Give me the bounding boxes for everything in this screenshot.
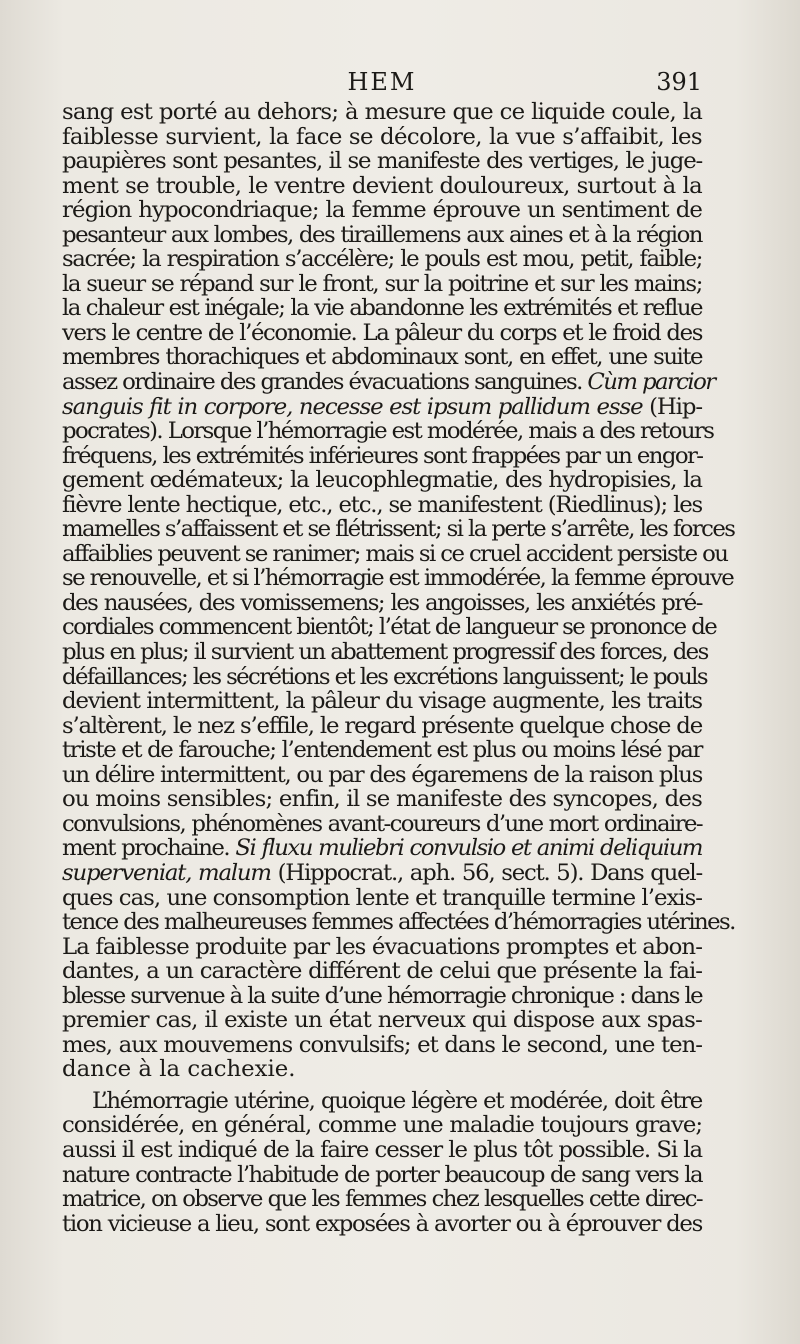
- text-line: La faiblesse produite par les évacuations promptes et abon-: [62, 933, 702, 960]
- text-line: tion vicieuse a lieu, sont exposées à avorter ou à éprouver des: [62, 1210, 702, 1237]
- text-line: aussi il est indiqué de la faire cesser le plus tôt possible. Si la: [62, 1136, 702, 1163]
- text-line: considérée, en général, comme une maladie toujours grave;: [62, 1112, 702, 1139]
- page-number: 391: [656, 68, 702, 96]
- text-line: cordiales commencent bientôt; l’état de langueur se prononce de: [62, 614, 717, 641]
- text-line: tence des malheureuses femmes affectées d’hémorragies utérines.: [62, 909, 735, 936]
- text-line: mes, aux mouvemens convulsifs; et dans le second, une ten-: [62, 1031, 702, 1058]
- text-line: pesanteur aux lombes, des tiraillemens aux aines et à la région: [62, 221, 702, 248]
- text-line: matrice, on observe que les femmes chez lesquelles cette direc-: [62, 1186, 702, 1213]
- text-line: L’hémorragie utérine, quoique légère et modérée, doit être: [92, 1087, 702, 1114]
- text-line: faiblesse survient, la face se décolore, la vue s’affaibit, les: [62, 123, 702, 150]
- text-line: dantes, a un caractère différent de celui que présente la fai-: [62, 958, 702, 985]
- text-line: s’altèrent, le nez s’effile, le regard présente quelque chose de: [62, 712, 702, 739]
- text-line: triste et de farouche; l’entendement est plus ou moins lésé par: [62, 737, 702, 764]
- text-line: pocrates). Lorsque l’hémorragie est modérée, mais a des retours: [62, 418, 714, 445]
- text-line: sang est porté au dehors; à mesure que ce liquide coule, la: [62, 99, 702, 125]
- text-line: membres thorachiques et abdominaux sont, en effet, une suite: [62, 344, 702, 371]
- text-run: (Hip-: [649, 393, 702, 420]
- text-line: devient intermittent, la pâleur du visage augmente, les traits: [62, 688, 702, 715]
- text-line: ou moins sensibles; enfin, il se manifeste des syncopes, des: [62, 786, 702, 813]
- text-line: se renouvelle, et si l’hémorragie est immodérée, la femme éprouve: [62, 565, 734, 592]
- text-line: défaillances; les sécrétions et les excrétions languissent; le pouls: [62, 663, 707, 690]
- text-line: des nausées, des vomissemens; les angoisses, les anxiétés pré-: [62, 589, 702, 616]
- text-line: [62, 369, 715, 396]
- text-line: affaiblies peuvent se ranimer; mais si ce cruel accident persiste ou: [62, 540, 728, 567]
- text-line: ment se trouble, le ventre devient douloureux, surtout à la: [62, 172, 702, 199]
- text-line: paupières sont pesantes, il se manifeste des vertiges, le juge-: [62, 148, 702, 175]
- latin-quotation: sanguis fit in corpore, necesse est ipsum pallidum esse: [62, 393, 643, 420]
- text-line: dance à la cachexie.: [62, 1056, 296, 1083]
- latin-quotation: Si fluxu muliebri convulsio et animi deliquium: [235, 835, 703, 862]
- text-run: assez ordinaire des grandes évacuations sanguines.: [62, 369, 582, 396]
- text-run: ment prochaine.: [62, 835, 230, 862]
- text-line: fièvre lente hectique, etc., etc., se manifestent (Riedlinus); les: [62, 491, 702, 518]
- text-line: [62, 861, 702, 886]
- latin-quotation: Cùm parcior: [587, 369, 715, 396]
- running-head: HEM: [347, 68, 417, 96]
- text-line: la sueur se répand sur le front, sur la poitrine et sur les mains;: [62, 270, 702, 297]
- body-text: [62, 99, 735, 1237]
- text-line: blesse survenue à la suite d’une hémorragie chronique : dans le: [62, 982, 703, 1009]
- text-line: gement œdémateux; la leucophlegmatie, des hydropisies, la: [62, 467, 702, 494]
- text-line: convulsions, phénomènes avant-coureurs d’une mort ordinaire-: [62, 810, 702, 837]
- text-line: [62, 395, 702, 420]
- text-line: nature contracte l’habitude de porter beaucoup de sang vers la: [62, 1161, 702, 1188]
- text-line: mamelles s’affaissent et se flétrissent; si la perte s’arrête, les forces: [62, 516, 735, 543]
- text-line: ques cas, une consomption lente et tranquille termine l’exis-: [62, 884, 702, 911]
- text-line: vers le centre de l’économie. La pâleur du corps et le froid des: [62, 319, 702, 346]
- text-line: un délire intermittent, ou par des égaremens de la raison plus: [62, 761, 702, 788]
- text-line: sacrée; la respiration s’accélère; le pouls est mou, petit, faible;: [62, 246, 702, 273]
- text-line: plus en plus; il survient un abattement progressif des forces, des: [62, 639, 708, 666]
- text-line: [62, 836, 702, 861]
- text-line: fréquens, les extrémités inférieures sont frappées par un engor-: [62, 442, 703, 469]
- text-line: région hypocondriaque; la femme éprouve un sentiment de: [62, 197, 702, 224]
- text-line: la chaleur est inégale; la vie abandonne les extrémités et reflue: [62, 295, 702, 322]
- text-run: (Hippocrat., aph. 56, sect. 5). Dans quel-: [277, 859, 703, 886]
- latin-quotation: superveniat, malum: [62, 859, 271, 886]
- text-line: premier cas, il existe un état nerveux qui dispose aux spas-: [62, 1007, 702, 1034]
